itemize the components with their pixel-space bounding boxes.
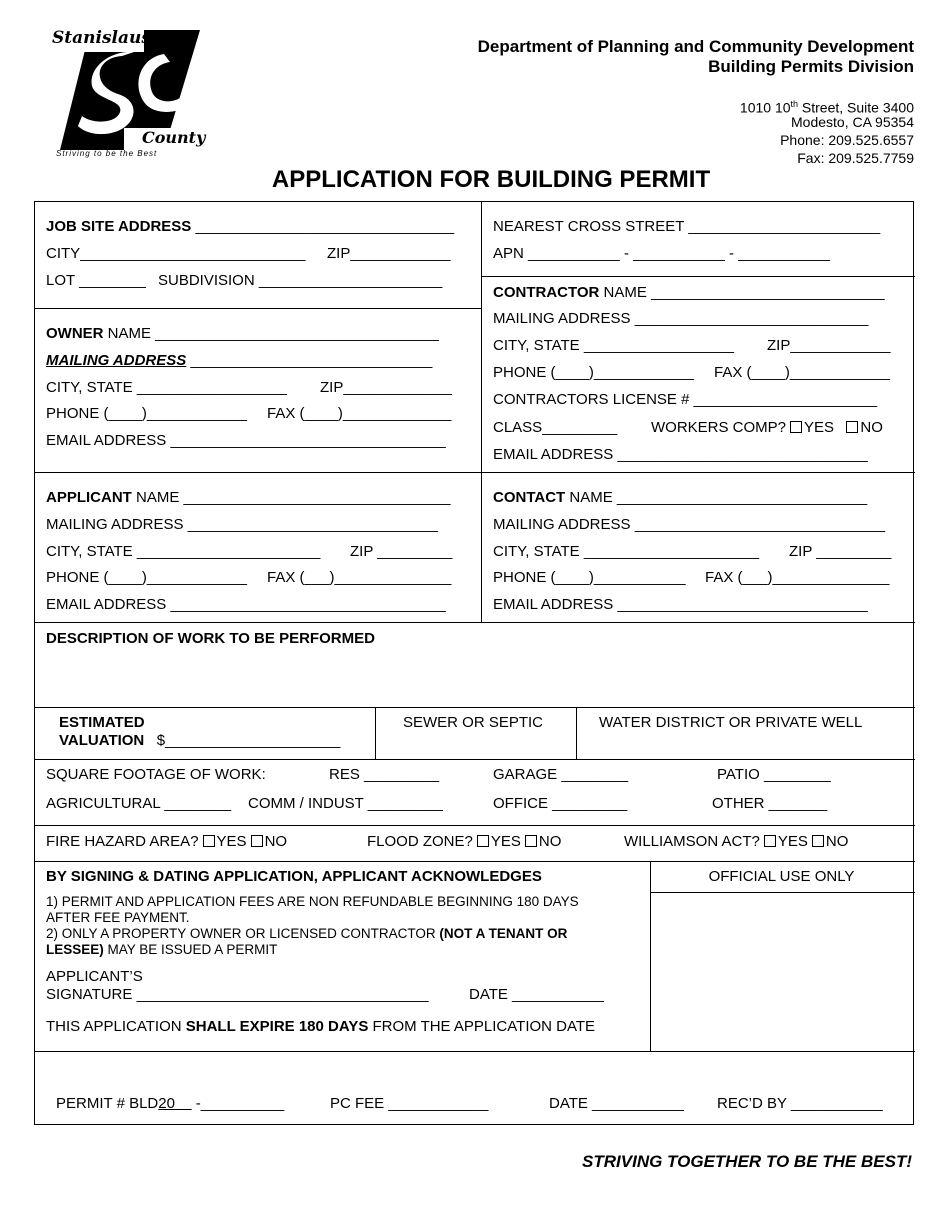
contact-zip-field[interactable]: ZIP _________ bbox=[789, 543, 892, 560]
division-name: Building Permits Division bbox=[708, 57, 914, 76]
contractor-city-state-field[interactable]: CITY, STATE __________________ bbox=[493, 337, 735, 354]
water-district-field[interactable]: WATER DISTRICT OR PRIVATE WELL bbox=[599, 714, 863, 731]
contact-mailing-address-field[interactable]: MAILING ADDRESS ______________________________ bbox=[493, 516, 885, 533]
contact-email-field[interactable]: EMAIL ADDRESS ______________________________ bbox=[493, 596, 868, 613]
contact-name-field[interactable]: CONTACT NAME ______________________________ bbox=[493, 489, 868, 506]
owner-mailing-address-field[interactable]: MAILING ADDRESS _____________________________ bbox=[46, 352, 433, 369]
garage-sqft-field[interactable]: GARAGE ________ bbox=[493, 766, 629, 783]
applicant-email-field[interactable]: EMAIL ADDRESS _________________________________ bbox=[46, 596, 446, 613]
contractor-zip-field[interactable]: ZIP____________ bbox=[767, 337, 891, 354]
williamson-act-yes-checkbox[interactable] bbox=[764, 835, 776, 847]
fire-hazard-no-checkbox[interactable] bbox=[251, 835, 263, 847]
nearest-cross-street-field[interactable]: NEAREST CROSS STREET _______________________ bbox=[493, 218, 881, 235]
job-site-address-field[interactable]: JOB SITE ADDRESS _______________________________ bbox=[46, 218, 455, 235]
estimated-label: ESTIMATED bbox=[59, 714, 145, 731]
contact-phone-field[interactable]: PHONE (____)___________ bbox=[493, 569, 686, 586]
form-title: APPLICATION FOR BUILDING PERMIT bbox=[271, 166, 711, 193]
official-use-only-label: OFFICIAL USE ONLY bbox=[708, 868, 855, 885]
contact-city-state-field[interactable]: CITY, STATE _____________________ bbox=[493, 543, 760, 560]
workers-comp-yes-checkbox[interactable] bbox=[790, 421, 802, 433]
contractor-class-field[interactable]: CLASS_________ bbox=[493, 419, 618, 436]
street-address: 1010 10th Street, Suite 3400 bbox=[739, 99, 914, 116]
logo-word-stanislaus: Stanislaus bbox=[52, 28, 151, 48]
square-footage-label: SQUARE FOOTAGE OF WORK: bbox=[46, 766, 266, 783]
logo-word-county: County bbox=[142, 128, 206, 147]
owner-phone-field[interactable]: PHONE (____)____________ bbox=[46, 405, 247, 422]
contractor-email-field[interactable]: EMAIL ADDRESS ______________________________ bbox=[493, 446, 868, 463]
contractors-license-field[interactable]: CONTRACTORS LICENSE # ______________________ bbox=[493, 391, 878, 408]
applicant-city-state-field[interactable]: CITY, STATE ______________________ bbox=[46, 543, 321, 560]
comm-indust-sqft-field[interactable]: COMM / INDUST _________ bbox=[248, 795, 443, 812]
workers-comp-question: WORKERS COMP? YES NO bbox=[651, 419, 883, 436]
department-name: Department of Planning and Community Development bbox=[477, 37, 914, 56]
application-expiry-note: THIS APPLICATION SHALL EXPIRE 180 DAYS FROM THE APPLICATION DATE bbox=[46, 1018, 596, 1035]
owner-fax-field[interactable]: FAX (____)_____________ bbox=[267, 405, 452, 422]
applicant-phone-field[interactable]: PHONE (____)____________ bbox=[46, 569, 247, 586]
job-site-city-field[interactable]: CITY___________________________ bbox=[46, 245, 306, 262]
apn-field[interactable]: APN ___________ - ___________ - ___________ bbox=[493, 245, 830, 262]
res-sqft-field[interactable]: RES _________ bbox=[329, 766, 440, 783]
signature-date-field[interactable]: DATE ___________ bbox=[469, 986, 604, 1003]
received-by-field[interactable]: REC’D BY ___________ bbox=[717, 1095, 883, 1112]
williamson-act-no-checkbox[interactable] bbox=[812, 835, 824, 847]
city-address: Modesto, CA 95354 bbox=[791, 114, 914, 130]
contractor-fax-field[interactable]: FAX (____)____________ bbox=[714, 364, 890, 381]
flood-zone-question: FLOOD ZONE? YES NO bbox=[367, 833, 562, 850]
fax-number: Fax: 209.525.7759 bbox=[797, 150, 914, 166]
acknowledgement-heading: BY SIGNING & DATING APPLICATION, APPLICANT ACKNOWLEDGES bbox=[46, 868, 542, 885]
ack-item-2-line-1: 2) ONLY A PROPERTY OWNER OR LICENSED CONTRACTOR (NOT A TENANT OR bbox=[46, 926, 568, 941]
office-sqft-field[interactable]: OFFICE _________ bbox=[493, 795, 628, 812]
applicant-signature-label: APPLICANT’S bbox=[46, 968, 143, 985]
workers-comp-no-checkbox[interactable] bbox=[846, 421, 858, 433]
sewer-or-septic-field[interactable]: SEWER OR SEPTIC bbox=[403, 714, 544, 731]
motto: STRIVING TOGETHER TO BE THE BEST! bbox=[582, 1152, 912, 1171]
ack-item-1-line-2: AFTER FEE PAYMENT. bbox=[46, 910, 190, 925]
fire-hazard-yes-checkbox[interactable] bbox=[203, 835, 215, 847]
other-sqft-field[interactable]: OTHER _______ bbox=[712, 795, 828, 812]
contractor-phone-field[interactable]: PHONE (____)____________ bbox=[493, 364, 694, 381]
contractor-mailing-address-field[interactable]: MAILING ADDRESS ____________________________ bbox=[493, 310, 869, 327]
ack-item-2-line-2: LESSEE) MAY BE ISSUED A PERMIT bbox=[46, 942, 278, 957]
patio-sqft-field[interactable]: PATIO ________ bbox=[717, 766, 831, 783]
applicant-mailing-address-field[interactable]: MAILING ADDRESS ______________________________ bbox=[46, 516, 438, 533]
owner-name-field[interactable]: OWNER NAME __________________________________ bbox=[46, 325, 439, 342]
phone-number: Phone: 209.525.6557 bbox=[780, 132, 914, 148]
fire-hazard-question: FIRE HAZARD AREA? YES NO bbox=[46, 833, 288, 850]
pc-fee-field[interactable]: PC FEE ____________ bbox=[330, 1095, 489, 1112]
flood-zone-yes-checkbox[interactable] bbox=[477, 835, 489, 847]
owner-city-state-field[interactable]: CITY, STATE __________________ bbox=[46, 379, 288, 396]
williamson-act-question: WILLIAMSON ACT? YES NO bbox=[624, 833, 849, 850]
contractor-name-field[interactable]: CONTRACTOR NAME ____________________________ bbox=[493, 284, 885, 301]
permit-number-field[interactable]: PERMIT # BLD20 -__________ bbox=[56, 1095, 285, 1112]
ack-item-1-line-1: 1) PERMIT AND APPLICATION FEES ARE NON REFUNDABLE BEGINNING 180 DAYS bbox=[46, 894, 579, 909]
agricultural-sqft-field[interactable]: AGRICULTURAL ________ bbox=[46, 795, 232, 812]
applicant-name-field[interactable]: APPLICANT NAME ________________________________ bbox=[46, 489, 451, 506]
county-logo bbox=[52, 28, 206, 160]
subdivision-field[interactable]: SUBDIVISION ______________________ bbox=[158, 272, 443, 289]
applicant-zip-field[interactable]: ZIP _________ bbox=[350, 543, 453, 560]
logo-tagline: Striving to be the Best bbox=[56, 149, 158, 158]
lot-field[interactable]: LOT ________ bbox=[46, 272, 146, 289]
job-site-zip-field[interactable]: ZIP____________ bbox=[327, 245, 451, 262]
official-use-area bbox=[652, 895, 910, 1047]
contact-fax-field[interactable]: FAX (___)______________ bbox=[705, 569, 890, 586]
owner-email-field[interactable]: EMAIL ADDRESS _________________________________ bbox=[46, 432, 446, 449]
description-of-work-label: DESCRIPTION OF WORK TO BE PERFORMED bbox=[46, 630, 375, 647]
applicant-signature-field[interactable]: SIGNATURE ___________________________________ bbox=[46, 986, 429, 1003]
applicant-fax-field[interactable]: FAX (___)______________ bbox=[267, 569, 452, 586]
flood-zone-no-checkbox[interactable] bbox=[525, 835, 537, 847]
description-of-work-area[interactable] bbox=[40, 652, 908, 702]
valuation-field[interactable]: VALUATION $_____________________ bbox=[59, 732, 341, 749]
permit-date-field[interactable]: DATE ___________ bbox=[549, 1095, 684, 1112]
owner-zip-field[interactable]: ZIP_____________ bbox=[320, 379, 452, 396]
